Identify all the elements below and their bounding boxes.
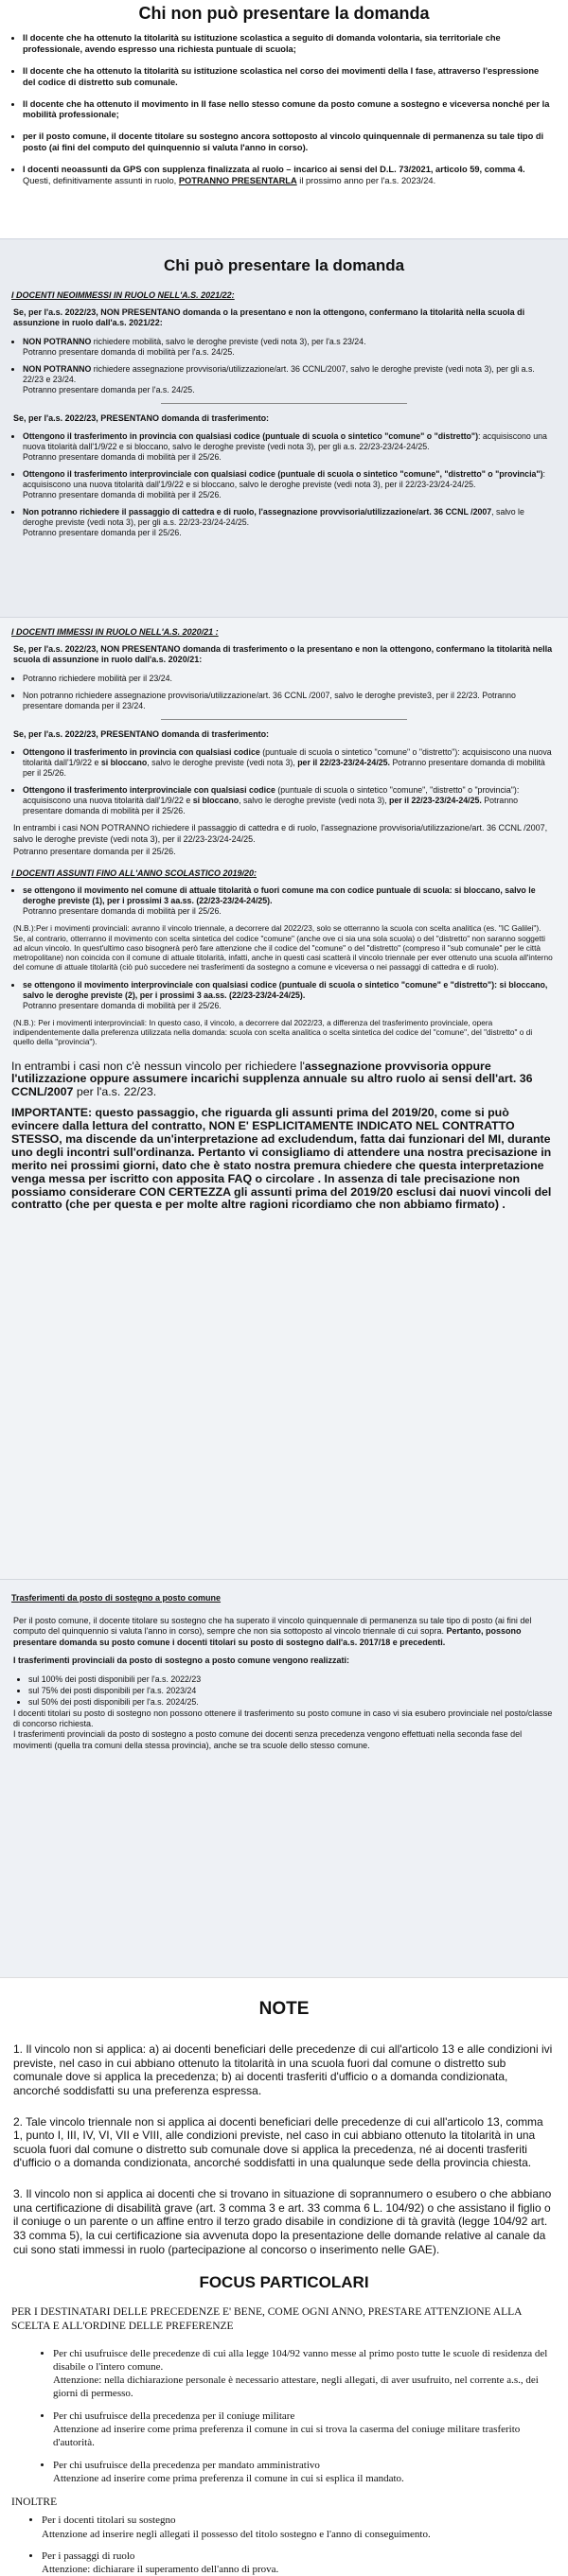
emphasis: si bloccano bbox=[192, 796, 240, 806]
list-item bbox=[53, 2410, 568, 2450]
emphasis: si bloccano bbox=[100, 758, 148, 768]
section-chi-non-puo bbox=[0, 0, 568, 238]
text: Per i docenti titolari su sostegno bbox=[42, 2515, 176, 2527]
nb-note: (N.B.): Per i movimenti interprovinciali: In questo caso, il vincolo, a decorrere dal 2022/23, a differenza del trasferimento provinciale, opera indipendentemente dalla preferenza utilizzata nella domanda: scuola con scelta analitica o scelta sintetica del codice del "comune", del "distretto" o di quello della "provincia"). bbox=[13, 1017, 533, 1047]
text: Potranno presentare domanda di mobilità per il 25/26. bbox=[23, 906, 222, 917]
text: Attenzione ad inserire come prima preferenza il comune in cui si trova la caserma del coniuge militare trasferito d'autorità. bbox=[53, 2424, 521, 2449]
lead: Non potranno richiedere il passaggio di cattedra e di ruolo, l'assegnazione provvisoria/utilizzazione/art. 36 CCNL /2007 bbox=[23, 507, 492, 517]
lead: Ottengono il trasferimento in provincia con qualsiasi codice bbox=[23, 747, 260, 758]
list-item bbox=[23, 785, 568, 816]
text: Potranno presentare domanda di mobilità per il 25/26. bbox=[23, 758, 545, 779]
section-note bbox=[0, 1977, 568, 2576]
section-immessi-2020 bbox=[0, 617, 568, 1580]
text: Attenzione: nella dichiarazione personale è necessario attestare, negli allegati, di aver usufruito, nel corrente a.s., dei giorni di permesso. bbox=[53, 2374, 539, 2400]
text: Potranno presentare domanda di mobilità per il 25/26. bbox=[23, 490, 222, 500]
list-item bbox=[42, 2514, 568, 2541]
list-item bbox=[23, 364, 568, 395]
list bbox=[0, 980, 568, 1011]
section-title: Chi può presentare la domanda bbox=[163, 256, 405, 274]
text: Per chi usufruisce della precedenza per il coniuge militare bbox=[53, 2410, 295, 2422]
list-item: • Potranno richiedere mobilità per il 23/24. bbox=[23, 674, 568, 684]
list-item bbox=[53, 2459, 568, 2486]
text: Attenzione: dichiarare il superamento dell'anno di prova. bbox=[42, 2564, 279, 2576]
list-item: • sul 50% dei posti disponibili per l'a.s. 2024/25. bbox=[28, 1697, 568, 1708]
list-item: • sul 75% dei posti disponibili per l'a.s. 2023/24 bbox=[28, 1686, 568, 1696]
emphasis: per il 22/23-23/24-24/25. bbox=[389, 796, 482, 806]
note-3: 3. Il vincolo non si applica ai docenti che si trovano in situazione di soprannumero o esubero o che abbiano una certificazione di disabilità grave (art. 3 comma 3 e art. 33 comma 6 L. 104/92) o che assistano il figlio o il coniuge o un parente o un affine entro il terzo grado disabile in condizione di tà gravità (legge 104/92 art. 33 comma 5), la cui certificazione sia avvenuta dopo la presentazione delle domande relative al canale da cui sono stati immessi in ruolo (partecipazione al concorso o inserimento nelle GAE). bbox=[13, 2187, 552, 2256]
list bbox=[0, 337, 568, 395]
list bbox=[0, 1674, 568, 1708]
text: richiedere mobilità, salvo le deroghe previste (vedi nota 3), per l'a.s 23/24. bbox=[91, 336, 366, 346]
list-item bbox=[23, 885, 568, 917]
text: Per il posto comune, il docente titolare su sostegno che ha superato il vincolo quinquennale di permanenza su tale tipo di posto (ai fini del computo del quinquennio si valuta l'anno in corso), sempre che non sia sottoposto al vincolo triennale di cui sopra. bbox=[13, 1616, 532, 1637]
text: richiedere assegnazione provvisoria/utilizzazione/art. 36 CCNL/2007, salvo le deroghe previste (vedi nota 3), per gli a.s. 22/23 e 23/24. bbox=[23, 363, 535, 384]
lead: Ottengono il trasferimento in provincia con qualsiasi codice (puntuale di scuola o sintetico "comune" o "distretto") bbox=[23, 431, 479, 442]
text: se ottengono il movimento nel comune di attuale titolarità o fuori comune ma con codice puntuale di scuola: si bloccano, salvo le deroghe previste (1), per i prossimi 3 aa.ss. (22/23-23/24-24/25). bbox=[23, 885, 536, 906]
lead: Ottengono il trasferimento interprovinciale con qualsiasi codice (puntuale di scuola o sintetico "comune", "distretto" o "provincia") bbox=[23, 469, 543, 480]
list bbox=[0, 885, 568, 917]
list-item-text: I docenti neoassunti da GPS con supplenza finalizzata al ruolo – incarico ai sensi del D.L. 73/2021, articolo 59, comma 4. bbox=[23, 165, 525, 175]
note-2: 2. Tale vincolo triennale non si applica ai docenti beneficiari delle precedenze di cui all'articolo 13, comma 1, punto I, III, IV, VI, VII e VIII, alle condizioni previste, nel caso in cui abbiano ottenuto la titolarità in una scuola fuori dal comune o distretto sub comunale dove si applica la precedenza, né ai docenti trasferiti d'ufficio o a domanda condizionata, ancorché soddisfatti in una qualunque sede della provincia chiesta. bbox=[13, 2114, 543, 2170]
paragraph: Se, per l'a.s. 2022/23, PRESENTANO domanda di trasferimento: bbox=[13, 728, 270, 739]
subsection-title: Trasferimenti da posto di sostegno a posto comune bbox=[11, 1593, 222, 1603]
nb-note: (N.B.):Per i movimenti provinciali: avranno il vincolo triennale, a decorrere dal 2022/23, solo se otterranno la scuola con scelta analitica (es. "IC Galilei"). Se, al contrario, otterranno il movimento con scelta sintetica del codice "comune" (anche ove ci sia una sola scuola) o del "distretto" non saranno soggetti ad alcun vincolo. In quest'ultimo caso bisognerà però fare attenzione che il codice del "comune" o del "distretto" (compreso il "sub comunale" per le città metropolitane) non coincida con il comune di attuale titolarità, infatti, anche in questi casi scatterà il vincolo triennale per ever ottenuto una scuola all'interno del comune di attuale titolarità (ciò può succedere nei trasferimenti da sostegno a comune e viceversa o nei passaggi di cattedra e di ruolo). bbox=[13, 923, 553, 973]
list-item-tail-end: il prossimo anno per l'a.s. 2023/24. bbox=[296, 176, 436, 186]
section-chi-puo bbox=[0, 238, 568, 618]
text: , salvo le deroghe previste (vedi nota 3), bbox=[147, 758, 298, 768]
list-item: • sul 100% dei posti disponibili per l'a.s. 2022/23 bbox=[28, 1674, 568, 1685]
list-item: • per il posto comune, il docente titolare su sostegno ancora sottoposto al vincolo quinquennale di permanenza su tale tipo di posto (ai fini del computo del quinquennio si valuta l'anno in corso). bbox=[23, 131, 568, 154]
list bbox=[0, 747, 568, 816]
list-item bbox=[23, 980, 568, 1011]
list-item: • Non potranno richiedere assegnazione provvisoria/utilizzazione/art. 36 CCNL /2007, salvo le deroghe previste3, per il 22/23. Potranno presentare domanda per il 23/24. bbox=[23, 691, 568, 711]
text: Potranno presentare domanda di mobilità per il 25/26. bbox=[23, 1000, 222, 1010]
text: Attenzione ad inserire negli allegati il possesso del titolo sostegno e l'anno di conseguimento. bbox=[42, 2528, 431, 2540]
paragraph: Se, per l'a.s. 2022/23, NON PRESENTANO domanda di trasferimento o la presentano e non la ottengono, confermano la titolarità nella scuola di assunzione in ruolo dall'a.s. 2020/21: bbox=[13, 644, 553, 665]
paragraph bbox=[13, 1616, 555, 1648]
text: (puntuale di scuola o sintetico "comune", "distretto" o "provincia"): acquisiscono una nuova titolarità dall'1/9/22 e bbox=[23, 785, 520, 806]
subsection-title: I DOCENTI IMMESSI IN RUOLO NELL'A.S. 2020/21 : bbox=[11, 627, 219, 637]
text: se ottengono il movimento interprovinciale con qualsiasi codice (puntuale di scuola o sintetico "comune" e "distretto"): si bloccano, salvo le deroghe previste (2), per i prossimi 3 aa.ss. (22/23-23/24-24/25). bbox=[23, 979, 548, 1000]
text: , salvo le deroghe previste (vedi nota 3), bbox=[239, 796, 390, 806]
list-item bbox=[23, 507, 568, 538]
divider bbox=[161, 403, 407, 404]
text: In entrambi i casi non c'è nessun vincolo per richiedere l' bbox=[11, 1059, 305, 1073]
lead: NON POTRANNO bbox=[23, 363, 92, 374]
subsection-title: I DOCENTI ASSUNTI FINO ALL'ANNO SCOLASTICO 2019/20: bbox=[11, 868, 257, 879]
text: Potranno presentare domanda per l'a.s. 24/25. bbox=[23, 384, 195, 394]
list bbox=[0, 674, 568, 711]
note-1: 1. Il vincolo non si applica: a) ai docenti beneficiari delle precedenze di cui all'articolo 13 e alle condizioni ivi previste, nel caso in cui abbiano ottenuto la titolarità in una scuola fuori dal comune o distretto sub comunale dove si applica la precedenza; b) ai docenti trasferiti d'ufficio o a domanda condizionata, ancorché soddisfatti su una preferenza espressa. bbox=[13, 2042, 553, 2097]
paragraph: I trasferimenti provinciali da posto di sostegno a posto comune dei docenti senza precedenza vengono effettuati nella seconda fase del movimenti (quella tra comuni della stessa provincia), anche se tra scuole dello stesso comune. bbox=[13, 1729, 523, 1750]
section-sostegno bbox=[0, 1579, 568, 1978]
text: Potranno presentare domanda di mobilità per il 25/26. bbox=[23, 796, 518, 816]
focus-block bbox=[0, 2305, 568, 2576]
emphasis: per il 22/23-23/24-24/25. bbox=[297, 758, 390, 768]
text: Potranno presentare domanda di mobilità per il 25/26. bbox=[23, 452, 222, 463]
list-item-tail: Questi, definitivamente assunti in ruolo, bbox=[23, 176, 179, 186]
list-item bbox=[23, 469, 568, 500]
emphasis: assegnazione provvisoria oppure l'utilizzazione oppure assumere incarichi supplenza annuale su altro ruolo ai sensi dell'art. 36 CCNL/2007 bbox=[11, 1059, 533, 1099]
text: Potranno presentare domanda per il 25/26. bbox=[23, 528, 182, 538]
list-item: • Il docente che ha ottenuto il movimento in II fase nello stesso comune da posto comune a sostegno e viceversa nonché per la mobilità professionale; bbox=[23, 99, 568, 122]
text: Attenzione ad inserire come prima preferenza il comune in cui si esplica il mandato. bbox=[53, 2472, 404, 2484]
list-item bbox=[23, 747, 568, 779]
paragraph: I trasferimenti provinciali da posto di sostegno a posto comune vengono realizzati: bbox=[13, 1656, 350, 1666]
list-item bbox=[42, 2550, 568, 2576]
list bbox=[0, 33, 568, 187]
text: Per chi usufruisce delle precedenze di cui alla legge 104/92 vanno messe al primo posto tutte le scuole di residenza del disabile o l'intero comune. bbox=[53, 2347, 548, 2373]
paragraph bbox=[11, 1060, 559, 1100]
text: , salvo le deroghe previste (vedi nota 3), per gli a.s. 22/23-23/24-24/25. bbox=[23, 507, 524, 528]
list bbox=[0, 2514, 568, 2576]
text: Per chi usufruisce della precedenza per mandato amministrativo bbox=[53, 2459, 320, 2471]
text: per l'a.s. 22/23. bbox=[73, 1085, 157, 1099]
text: : acquisiscono una nuova titolarità dall'1/9/22 e si bloccano, salvo le deroghe previste (vedi nota 3), per gli a.s. 22/23-23/24-24/25. bbox=[23, 431, 547, 452]
text: Per i passaggi di ruolo bbox=[42, 2550, 135, 2562]
lead: Ottengono il trasferimento interprovinciale con qualsiasi codice bbox=[23, 785, 275, 796]
emphasis: POTRANNO PRESENTARLA bbox=[178, 176, 297, 186]
focus-title: FOCUS PARTICOLARI bbox=[199, 2273, 369, 2292]
paragraph: I docenti titolari su posto di sostegno non possono ottenere il trasferimento su posto comune in caso vi sia esubero provinciale nel posto/classe di concorso richiesta. bbox=[13, 1708, 553, 1729]
section-title: Chi non può presentare la domanda bbox=[138, 4, 430, 23]
lead: NON POTRANNO bbox=[23, 336, 92, 346]
list-item: • Il docente che ha ottenuto la titolarità su istituzione scolastica nel corso dei movimenti della I fase, attraverso l'espressione del codice di distretto sub comunale. bbox=[23, 66, 568, 89]
paragraph: Se, per l'a.s. 2022/23, NON PRESENTANO domanda o la presentano e non la ottengono, confermano la titolarità nella scuola di assunzione in ruolo dall'a.s. 2021/22: bbox=[13, 307, 525, 328]
text: (puntuale di scuola o sintetico "comune" o "distretto"): acquisiscono una nuova titolarità dall'1/9/22 e bbox=[23, 747, 552, 768]
text: : acquisiscono una nuova titolarità dall'1/9/22 e si bloccano, salvo le deroghe previste (vedi nota 3), per il 22/23-23/24-24/25. bbox=[23, 469, 545, 490]
important-paragraph: IMPORTANTE: questo passaggio, che riguarda gli assunti prima del 2019/20, come si può evincere dalla lettura del contratto, NON E' ESPLICITAMENTE INDICATO NEL CONTRATTO STESSO, ma discende da un'interpretazione ad excludendum, fatta dai funzionari del MI, durante uno degli incontri sull'ordinanza. Pertanto vi consigliamo di attendere una nostra precisazione in merito nei prossimi giorni, dato che è stato nostra premura chiedere che questa interpretazione venga messa per iscritto con apposita FAQ o circolare . In assenza di tale precisazione non possiamo considerare CON CERTEZZA gli assunti prima del 2019/20 esclusi dai nuovi vincoli del contratto (che per questa e per molte altre ragioni ricordiamo che non abbiamo firmato) . bbox=[11, 1106, 552, 1212]
text: Potranno presentare domanda di mobilità per l'a.s. 24/25. bbox=[23, 346, 235, 357]
paragraph: Se, per l'a.s. 2022/23, PRESENTANO domanda di trasferimento: bbox=[13, 412, 270, 423]
emphasis: Pertanto, possono presentare domanda su posto comune i docenti titolari su posto di sostegno dall'a.s. 2017/18 e precedenti. bbox=[13, 1626, 522, 1647]
list-item bbox=[23, 165, 568, 187]
list-item: • Il docente che ha ottenuto la titolarità su istituzione scolastica a seguito di domanda volontaria, sia territoriale che professionale, avendo espresso una richiesta puntuale di scuola; bbox=[23, 33, 568, 56]
paragraph: In entrambi i casi NON POTRANNO richiedere il passaggio di cattedra e di ruolo, l'assegnazione provvisoria/utilizzazione/art. 36 CCNL /2007, salvo le deroghe previste (vedi nota 3), per il 22/23-23/24-24/25. bbox=[13, 823, 548, 844]
list bbox=[0, 2347, 568, 2486]
divider bbox=[161, 719, 407, 720]
subsection-title: I DOCENTI NEOIMMESSI IN RUOLO NELL'A.S. 2021/22: bbox=[11, 290, 235, 300]
focus-block-2 bbox=[0, 2514, 568, 2576]
list-item bbox=[53, 2347, 568, 2401]
list bbox=[0, 431, 568, 538]
note-title: NOTE bbox=[258, 1999, 310, 2019]
focus-intro: PER I DESTINATARI DELLE PRECEDENZE E' BENE, COME OGNI ANNO, PRESTARE ATTENZIONE ALLA SCELTA E ALL'ORDINE DELLE PREFERENZE bbox=[11, 2306, 522, 2332]
paragraph: Potranno presentare domanda per il 25/26. bbox=[13, 846, 176, 856]
list-item bbox=[23, 337, 568, 358]
list-item bbox=[23, 431, 568, 463]
inoltre-heading: INOLTRE bbox=[11, 2497, 58, 2509]
